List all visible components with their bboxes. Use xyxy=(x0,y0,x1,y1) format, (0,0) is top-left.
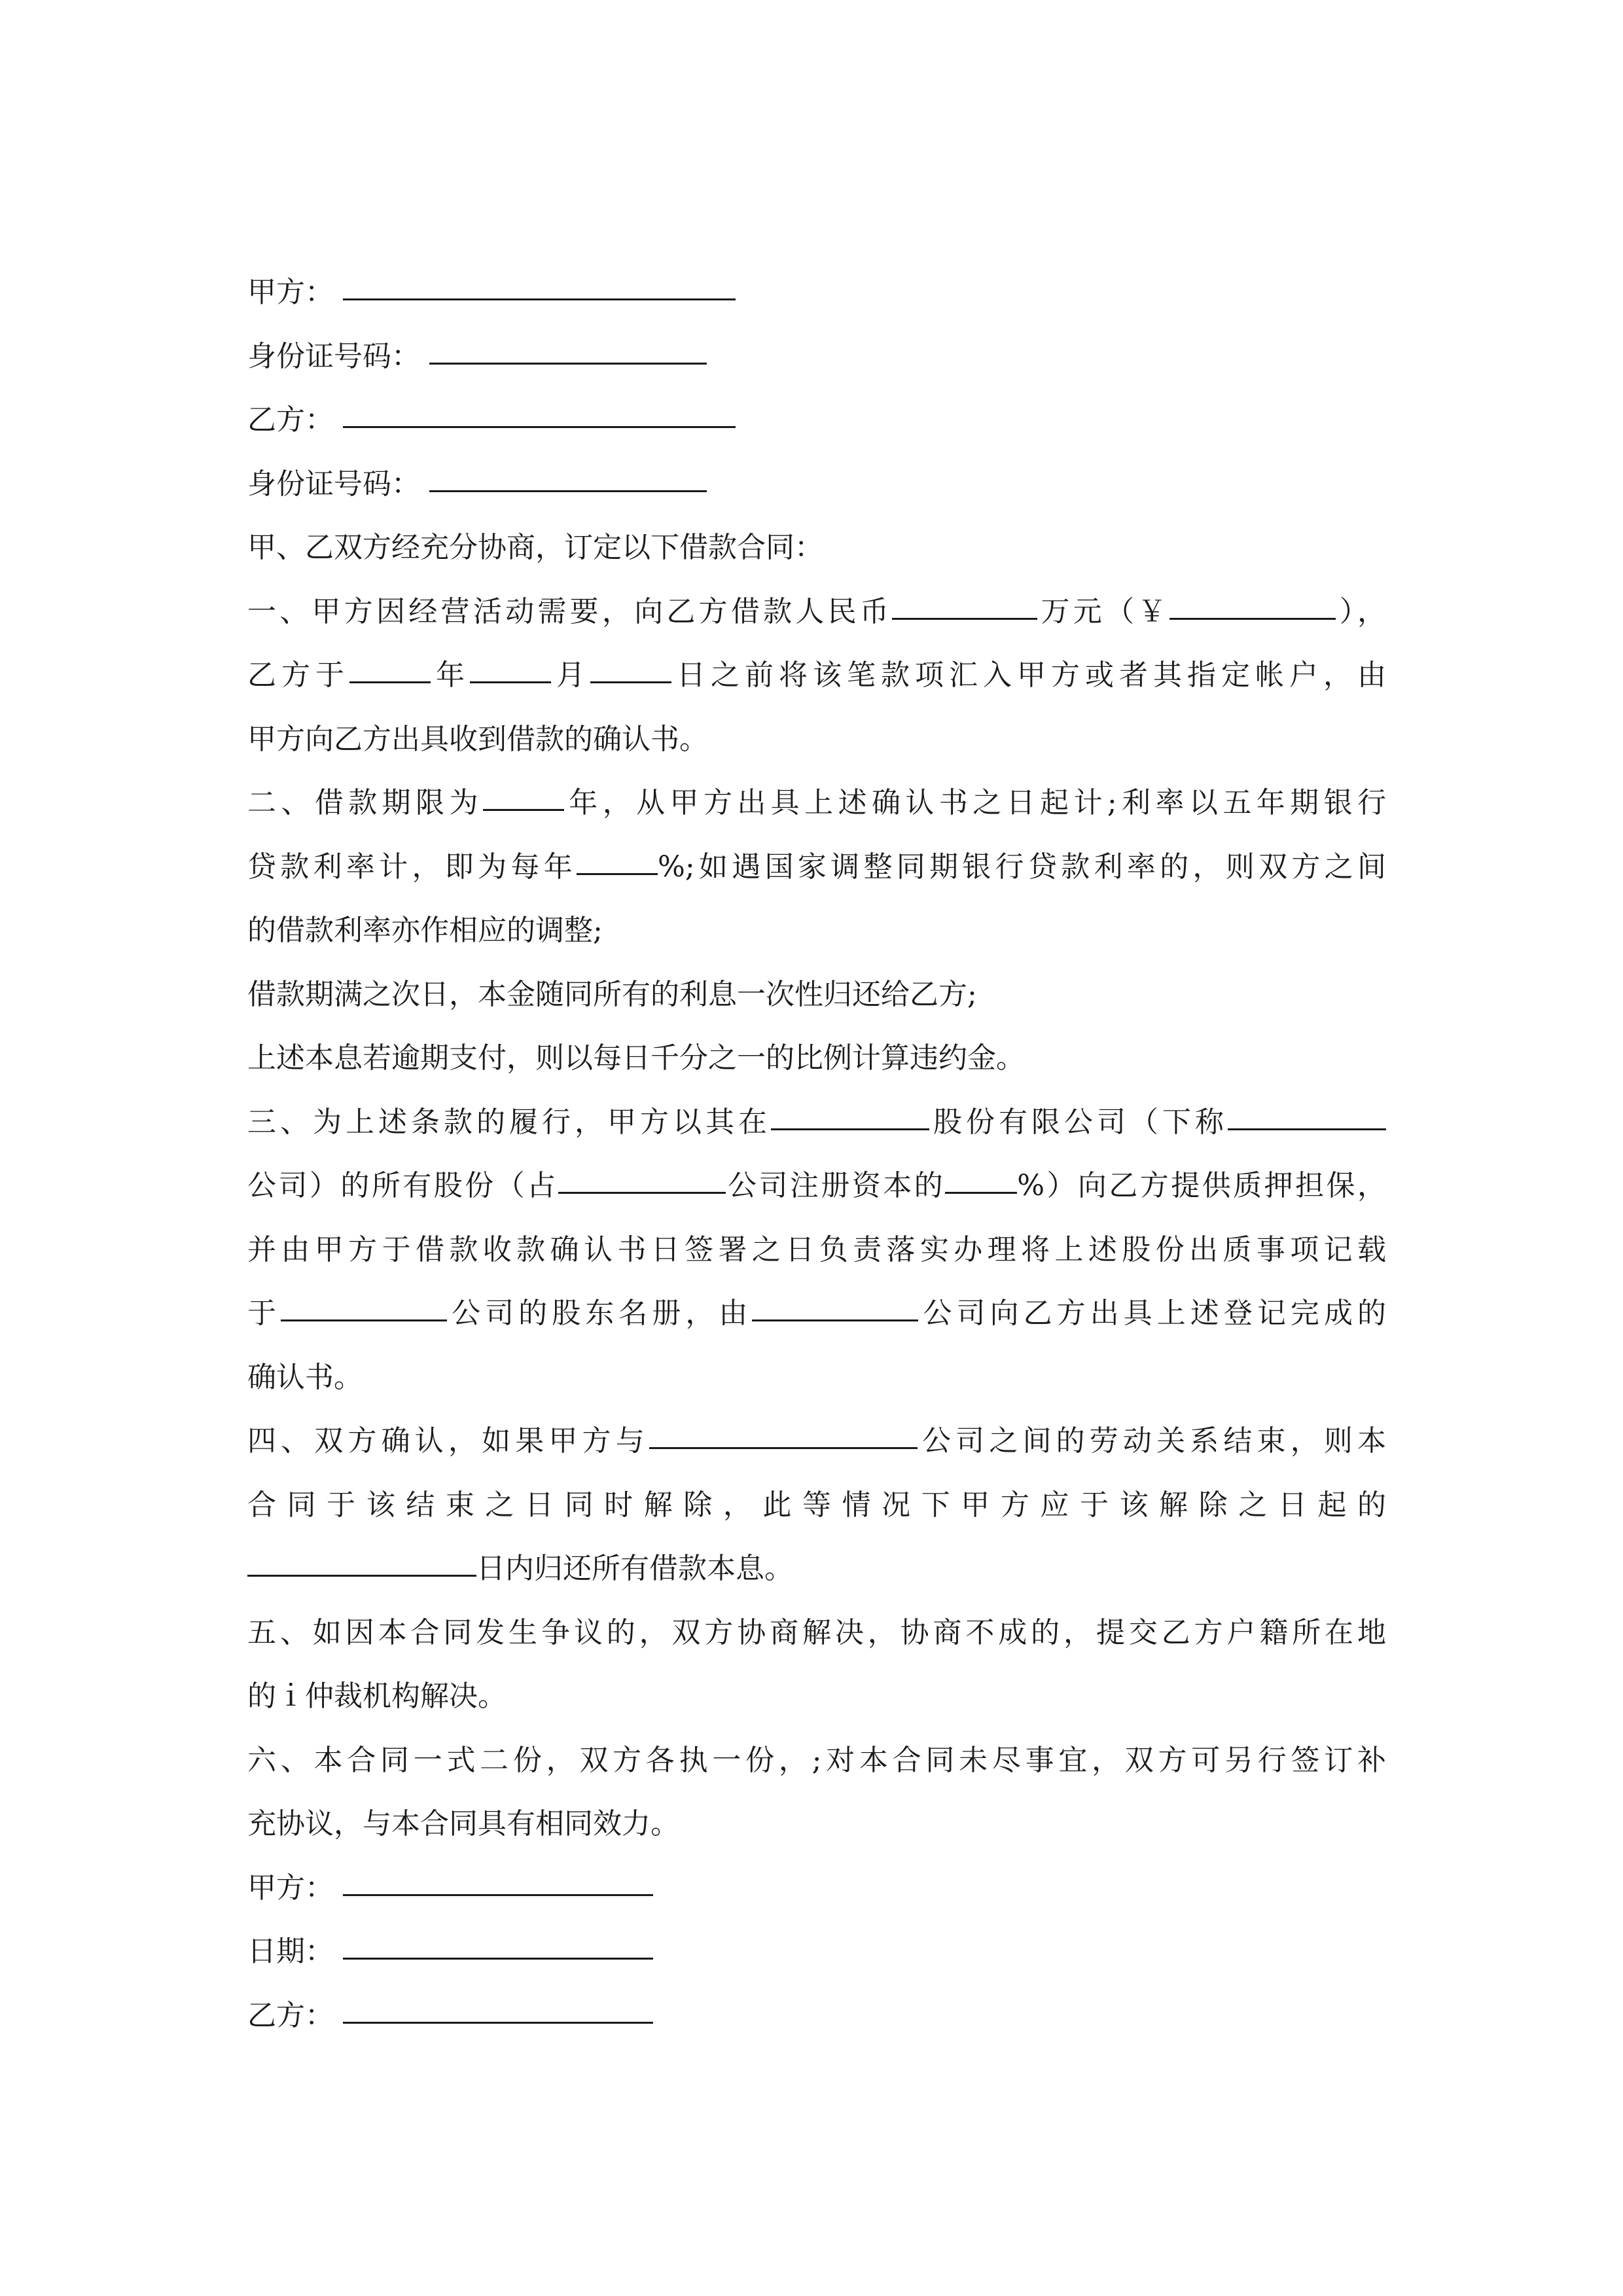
clause3-line1 xyxy=(247,1090,1386,1155)
clause2-line3 xyxy=(247,899,1386,963)
clause2-line1 xyxy=(247,771,1386,835)
clause2-line5 xyxy=(247,1026,1386,1090)
register-company-blank xyxy=(281,1291,447,1321)
id-b-blank xyxy=(429,461,707,492)
clause3-text-d: 公司注册资本的 xyxy=(725,1169,946,1202)
clause1-line1 xyxy=(247,580,1386,644)
clause2-text-g: 上述本息若逾期支付，则以每日千分之一的比例计算违约金。 xyxy=(247,1041,1025,1075)
footer-party-a-line xyxy=(247,1856,1386,1920)
clause3-line5 xyxy=(247,1346,1386,1410)
party-a-blank xyxy=(343,270,736,300)
clause1-text-f: 甲方向乙方出具收到借款的确认书。 xyxy=(247,722,708,756)
clause2-line2 xyxy=(247,835,1386,899)
clause3-line4 xyxy=(247,1282,1386,1346)
clause6-line2 xyxy=(247,1792,1386,1856)
clause1-text-b: 万元（￥ xyxy=(1037,594,1170,628)
party-a-line xyxy=(247,260,1386,325)
clause4-text-a: 四、双方确认，如果甲方与 xyxy=(247,1424,649,1458)
clause3-text-h: 公司的股东名册，由 xyxy=(447,1297,753,1330)
employer-company-blank xyxy=(649,1418,918,1449)
party-b-blank xyxy=(343,397,736,428)
clause1-text-c: ）， xyxy=(1336,594,1387,628)
clause1-line2 xyxy=(247,643,1386,708)
footer-party-a-blank xyxy=(343,1865,653,1896)
clause3-line2 xyxy=(247,1154,1386,1218)
intro-text: 甲、乙双方经充分协商，订定以下借款合同： xyxy=(247,531,823,564)
id-a-label: 身份证号码： xyxy=(247,339,420,373)
clause4-line1 xyxy=(247,1409,1386,1473)
footer-date-line xyxy=(247,1920,1386,1984)
clause1-month-label: 月 xyxy=(551,658,590,692)
id-b-label: 身份证号码： xyxy=(247,467,420,501)
footer-party-b-label: 乙方： xyxy=(247,1998,334,2032)
party-b-line xyxy=(247,388,1386,452)
clause4-line2 xyxy=(247,1473,1386,1537)
share-ratio-company-blank xyxy=(558,1163,726,1194)
clause3-text-i: 公司向乙方出具上述登记完成的 xyxy=(918,1297,1387,1330)
footer-party-b-line xyxy=(247,1984,1386,2048)
footer-date-blank xyxy=(343,1929,653,1960)
loan-amount-figure-blank xyxy=(1169,589,1336,620)
loan-amount-blank xyxy=(892,589,1037,620)
clause2-text-d: %;如遇国家调整同期银行贷款利率的，则双方之间 xyxy=(658,850,1387,884)
term-years-blank xyxy=(483,780,564,811)
clause5-text-a: 五、如因本合同发生争议的，双方协商解决，协商不成的，提交乙方户籍所在地 xyxy=(247,1615,1386,1649)
contract-page xyxy=(247,260,1386,2047)
party-b-label: 乙方： xyxy=(247,403,334,437)
company-short-name-blank xyxy=(1228,1100,1386,1130)
month-blank xyxy=(470,653,551,683)
clause1-text-e: 日之前将该笔款项汇入甲方或者其指定帐户，由 xyxy=(671,658,1386,692)
clause5-line2 xyxy=(247,1664,1386,1729)
clause4-text-d: 日内归还所有借款本息。 xyxy=(476,1552,793,1585)
year-blank xyxy=(349,653,431,683)
clause4-line3 xyxy=(247,1537,1386,1601)
clause4-text-b: 公司之间的劳动关系结束，则本 xyxy=(917,1424,1387,1458)
intro-line xyxy=(247,516,1386,580)
clause2-line4 xyxy=(247,963,1386,1027)
clause5-text-b: 的ｉ仲裁机构解决。 xyxy=(247,1679,507,1713)
id-b-line xyxy=(247,452,1386,516)
party-a-label: 甲方： xyxy=(247,276,334,309)
clause2-text-f: 借款期满之次日，本金随同所有的利息一次性归还给乙方; xyxy=(247,977,977,1011)
clause6-text-a: 六、本合同一式二份，双方各执一份，;对本合同未尽事宜，双方可另行签订补 xyxy=(247,1743,1386,1777)
repayment-days-blank xyxy=(247,1546,476,1577)
clause1-year-label: 年 xyxy=(431,658,470,692)
clause3-text-b: 股份有限公司（下称 xyxy=(929,1105,1228,1139)
clause3-text-e: %）向乙方提供质押担保， xyxy=(1017,1169,1386,1202)
id-a-blank xyxy=(429,334,707,365)
issuing-company-blank xyxy=(752,1291,918,1321)
share-percent-blank xyxy=(945,1163,1017,1194)
clause4-text-c: 合同于该结束之日同时解除，此等情况下甲方应于该解除之日起的 xyxy=(247,1488,1386,1522)
clause3-line3 xyxy=(247,1218,1386,1282)
clause6-text-b: 充协议，与本合同具有相同效力。 xyxy=(247,1807,679,1840)
day-blank xyxy=(590,653,671,683)
clause5-line1 xyxy=(247,1601,1386,1665)
clause3-text-j: 确认书。 xyxy=(247,1360,363,1394)
clause2-text-b: 年，从甲方出具上述确认书之日起计;利率以五年期银行 xyxy=(563,786,1387,819)
clause1-text-a: 一、甲方因经营活动需要，向乙方借款人民币 xyxy=(247,594,893,628)
clause1-line3 xyxy=(247,708,1386,772)
clause2-text-c: 贷款利率计，即为每年 xyxy=(247,850,577,884)
footer-party-b-blank xyxy=(343,1993,653,2024)
id-a-line xyxy=(247,325,1386,389)
company-name-blank xyxy=(771,1100,929,1130)
clause6-line1 xyxy=(247,1729,1386,1793)
clause3-text-a: 三、为上述条款的履行，甲方以其在 xyxy=(247,1105,771,1139)
clause2-text-e: 的借款利率亦作相应的调整; xyxy=(247,914,603,947)
clause3-text-c: 公司）的所有股份（占 xyxy=(247,1169,558,1202)
footer-date-label: 日期： xyxy=(247,1935,334,1968)
interest-rate-blank xyxy=(577,844,658,875)
clause3-text-f: 并由甲方于借款收款确认书日签署之日负责落实办理将上述股份出质事项记载 xyxy=(247,1232,1386,1266)
clause1-text-d: 乙方于 xyxy=(247,658,349,692)
clause3-text-g: 于 xyxy=(247,1297,281,1330)
clause2-text-a: 二、借款期限为 xyxy=(247,786,483,819)
footer-party-a-label: 甲方： xyxy=(247,1871,334,1905)
